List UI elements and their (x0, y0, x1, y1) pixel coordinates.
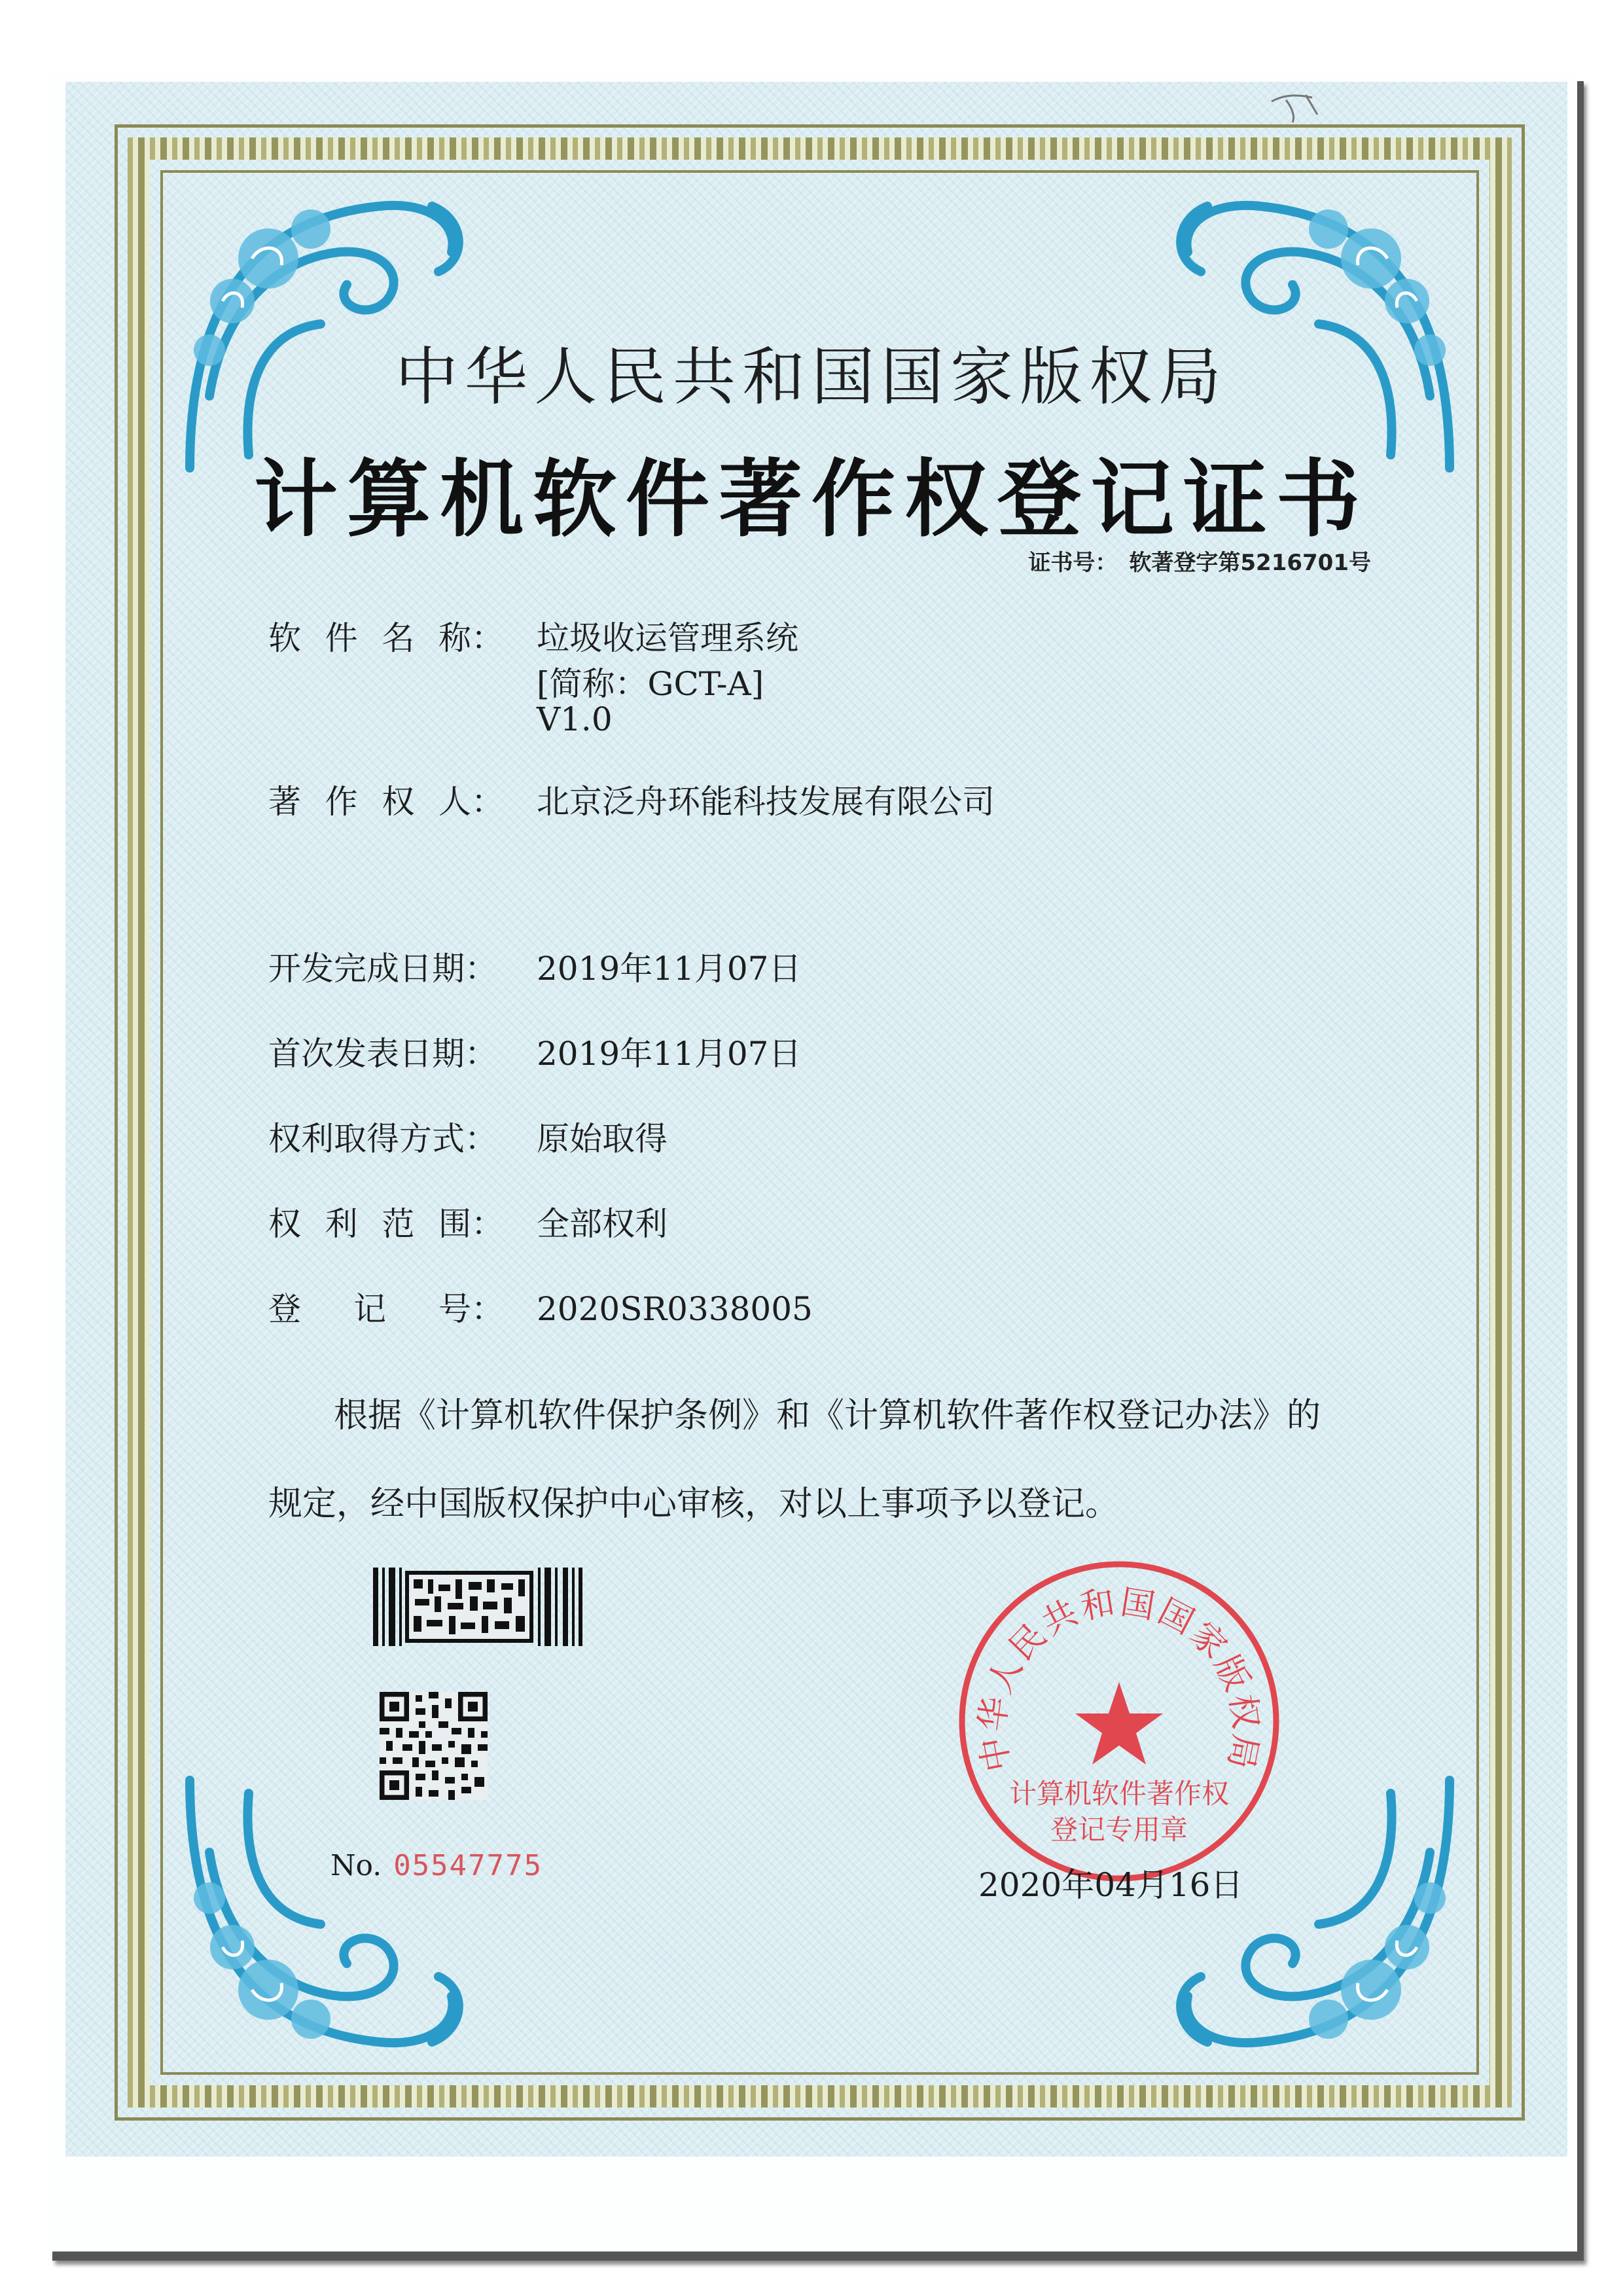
seal-star-icon (1075, 1682, 1163, 1765)
copyright-owner-label: 著 作 权 人： (268, 783, 504, 821)
issue-date: 2020年04月16日 (978, 1866, 1243, 1904)
copyright-owner-row (268, 776, 995, 823)
serial-label: No. (330, 1849, 382, 1882)
software-name-value: 垃圾收运管理系统 (537, 619, 798, 657)
statement-line-1: 根据《计算机软件保护条例》和《计算机软件著作权登记办法》的 (334, 1396, 1321, 1435)
scope-label: 权 利 范 围： (268, 1205, 504, 1243)
certificate-title: 计算机软件著作权登记证书 (253, 450, 1369, 548)
scope-value: 全部权利 (537, 1205, 668, 1243)
dev-date-label: 开发完成日期： (268, 950, 497, 988)
acquire-row (268, 1113, 668, 1160)
reg-number-label: 登 记 号： (268, 1290, 504, 1328)
software-name-label: 软 件 名 称： (268, 619, 504, 657)
certificate-number-label: 证书号： (1028, 550, 1118, 576)
pub-date-value: 2019年11月07日 (537, 1035, 802, 1073)
reg-number-value: 2020SR0338005 (537, 1290, 813, 1328)
software-short-name: [简称：GCT-A] (537, 665, 764, 703)
software-name-row (268, 612, 798, 659)
certificate-number-value: 软著登字第5216701号 (1129, 550, 1371, 576)
scope-row (268, 1198, 668, 1245)
dev-date-value: 2019年11月07日 (537, 950, 802, 988)
barcode (373, 1568, 582, 1646)
qr-code (380, 1692, 488, 1800)
acquire-label: 权利取得方式： (268, 1120, 497, 1158)
seal-ring-text: 中华人民共和国国家版权局 (972, 1583, 1266, 1775)
svg-text:中华人民共和国国家版权局 (972, 1583, 1266, 1774)
statement-line-2: 规定，经中国版权保护中心审核，对以上事项予以登记。 (268, 1484, 1120, 1524)
seal-line-1: 计算机软件著作权 (1008, 1778, 1230, 1810)
acquire-value: 原始取得 (537, 1120, 668, 1158)
pub-date-label: 首次发表日期： (268, 1035, 497, 1073)
issuing-authority: 中华人民共和国国家版权局 (395, 340, 1228, 414)
software-version: V1.0 (537, 700, 613, 738)
serial-value: 05547775 (393, 1849, 543, 1882)
pencil-scribble (1266, 88, 1325, 128)
seal-line-2: 登记专用章 (1050, 1814, 1188, 1846)
official-seal (949, 1551, 1289, 1892)
pub-date-row (268, 1028, 802, 1075)
dev-date-row (268, 942, 802, 990)
certificate-number (1016, 545, 1371, 577)
corner-ornament-bottom-left (170, 1761, 478, 2068)
serial-number (330, 1849, 543, 1882)
copyright-owner-value: 北京泛舟环能科技发展有限公司 (537, 783, 995, 821)
reg-number-row (268, 1283, 813, 1330)
